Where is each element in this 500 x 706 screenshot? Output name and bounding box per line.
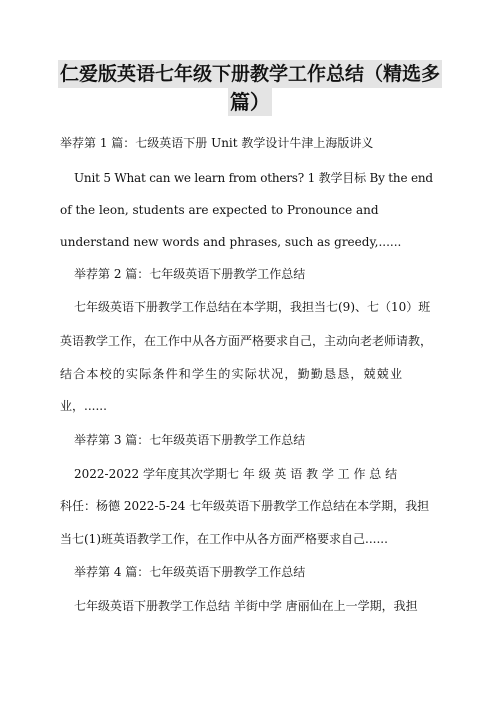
title-line-1: 仁爱版英语七年级下册教学工作总结（精选多 [58,60,442,88]
title-line-2: 篇） [230,90,270,114]
paragraph-line: Unit 5 What can we learn from others? 1 教学目标 By the end [74,171,433,185]
paragraph-line: 七年级英语下册教学工作总结在本学期，我担当七(9)、七（10）班 [74,300,431,314]
paragraph-line: of the leon, students are expected to Pronounce and [60,203,379,217]
paragraph-line: 七年级英语下册教学工作总结 羊街中学 唐丽仙在上一学期，我担 [74,599,418,613]
paragraph-line: 科任：杨德 2022-5-24 七年级英语下册教学工作总结在本学期，我担 [60,499,430,513]
paragraph-line: 业，...... [60,399,107,413]
paragraph-line: 英语教学工作，在工作中从各方面严格要求自己，主动向老老师请教， [60,334,433,348]
paragraph-line: 结合本校的实际条件和学生的实际状况，勤勤恳恳，兢兢业 [60,367,404,381]
paragraph-line: understand new words and phrases, such as greedy,...... [60,235,402,249]
paragraph-line: 当七(1)班英语教学工作，在工作中从各方面严格要求自己...... [60,532,388,546]
recommend-heading-4: 举荐第 4 篇：七年级英语下册教学工作总结 [74,565,306,579]
recommend-heading-2: 举荐第 2 篇：七年级英语下册教学工作总结 [74,267,306,281]
paragraph-line: 2022-2022 学年度其次学期七 年 级 英 语 教 学 工 作 总 结 [74,467,398,481]
document-title [58,60,442,116]
recommend-heading-1: 举荐第 1 篇：七级英语下册 Unit 教学设计牛津上海版讲义 [60,136,374,150]
recommend-heading-3: 举荐第 3 篇：七年级英语下册教学工作总结 [74,433,306,447]
